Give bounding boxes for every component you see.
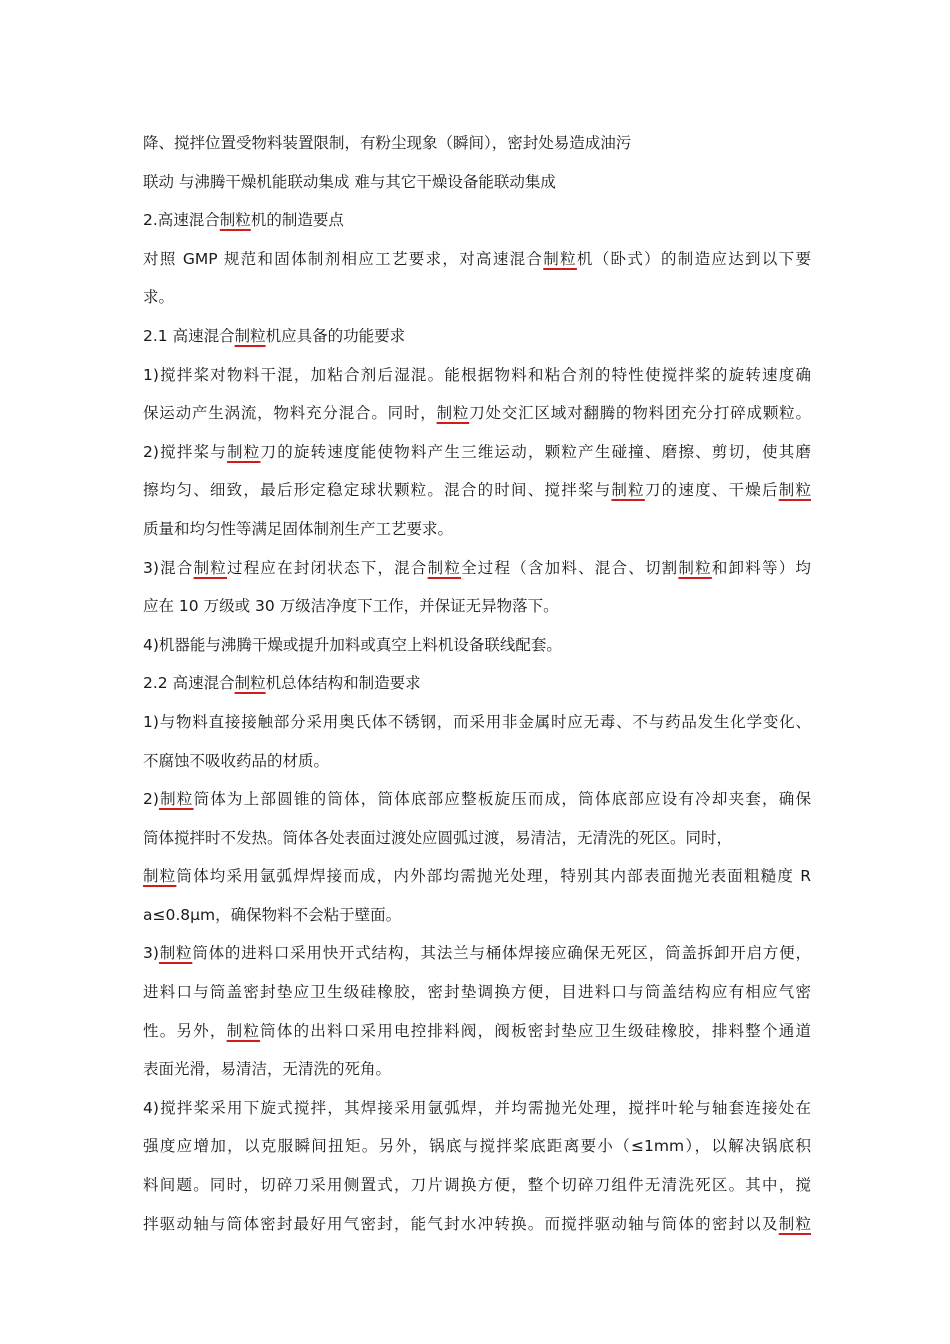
text-segment: 3) bbox=[143, 944, 159, 963]
text-line bbox=[143, 630, 811, 669]
spellcheck-flagged-word: 制粒 bbox=[227, 442, 261, 461]
text-line bbox=[143, 784, 811, 823]
text-segment: 和卸料等）均 bbox=[711, 558, 811, 577]
text-segment: 过程应在封闭状态下，混合 bbox=[227, 558, 428, 577]
spellcheck-flagged-word: 制粒 bbox=[158, 944, 193, 963]
text-segment: 2)搅拌桨与 bbox=[143, 442, 228, 461]
spellcheck-flagged-word: 制粒 bbox=[778, 1214, 811, 1233]
text-line bbox=[143, 861, 811, 900]
text-line bbox=[143, 128, 811, 167]
text-line bbox=[143, 553, 811, 592]
text-segment: 4)搅拌桨采用下旋式搅拌，其焊接采用氩弧焊，并均需抛光处理，搅拌叶轮与轴套连接处在 bbox=[143, 1098, 811, 1117]
text-segment: 3)混合 bbox=[143, 558, 194, 577]
text-segment: 机的制造要点 bbox=[250, 211, 344, 230]
spellcheck-flagged-word: 制粒 bbox=[158, 790, 194, 809]
text-segment: 1)搅拌桨对物料干混，加粘合剂后湿混。能根据物料和粘合剂的特性使搅拌桨的旋转速度确 bbox=[143, 365, 811, 384]
text-line bbox=[143, 514, 811, 553]
text-segment: 全过程（含加料、混合、切割 bbox=[461, 558, 679, 577]
text-segment: 强度应增加，以克服瞬间扭矩。另外，锅底与搅拌桨底距离要小（≤1mm），以解决锅底积 bbox=[143, 1137, 811, 1156]
text-segment: 进料口与筒盖密封垫应卫生级硅橡胶，密封垫调换方便，目进料口与筒盖结构应有相应气密 bbox=[143, 983, 811, 1002]
text-segment: 擦均匀、细致，最后形定稳定球状颗粒。混合的时间、搅拌桨与 bbox=[143, 481, 612, 500]
text-segment: 1)与物料直接接触部分采用奥氏体不锈钢，而采用非金属时应无毒、不与药品发生化学变化、 bbox=[143, 712, 811, 731]
text-line bbox=[143, 360, 811, 399]
spellcheck-flagged-word: 制粒 bbox=[143, 867, 177, 886]
spellcheck-flagged-word: 制粒 bbox=[234, 326, 266, 345]
text-segment: 联动 与沸腾干燥机能联动集成 难与其它干燥设备能联动集成 bbox=[143, 172, 556, 191]
text-segment: 筒体搅拌时不发热。筒体各处表面过渡处应圆弧过渡，易清洁，无清洗的死区。同时， bbox=[143, 828, 733, 847]
spellcheck-flagged-word: 制粒 bbox=[436, 404, 470, 423]
text-segment: 筒体均采用氩弧焊焊接而成，内外部均需抛光处理，特别其内部表面抛光表面粗糙度 R bbox=[176, 867, 811, 886]
spellcheck-flagged-word: 制粒 bbox=[678, 558, 712, 577]
text-line bbox=[143, 437, 811, 476]
text-segment: 料间题。同时，切碎刀采用侧置式，刀片调换方便，整个切碎刀组件无清洗死区。其中，搅 bbox=[143, 1176, 811, 1195]
text-line bbox=[143, 1016, 811, 1055]
spellcheck-flagged-word: 制粒 bbox=[234, 674, 266, 693]
text-segment: 刀的旋转速度能使物料产生三维运动，颗粒产生碰撞、磨擦、剪切，使其磨 bbox=[260, 442, 811, 461]
spellcheck-flagged-word: 制粒 bbox=[611, 481, 645, 500]
text-segment: 保运动产生涡流，物料充分混合。同时， bbox=[143, 404, 437, 423]
text-segment: 质量和均匀性等满足固体制剂生产工艺要求。 bbox=[143, 519, 454, 538]
text-segment: 降、搅拌位置受物料装置限制，有粉尘现象（瞬间），密封处易造成油污 bbox=[143, 134, 632, 152]
text-segment: 刀的速度、干燥后 bbox=[644, 481, 779, 500]
text-segment: 2.高速混合 bbox=[143, 211, 220, 230]
text-line bbox=[143, 900, 811, 939]
spellcheck-flagged-word: 制粒 bbox=[778, 481, 811, 500]
spellcheck-flagged-word: 制粒 bbox=[226, 1021, 261, 1040]
text-segment: 机总体结构和制造要求 bbox=[265, 674, 421, 693]
text-segment: 拌驱动轴与筒体密封最好用气密封，能气封水冲转换。而搅拌驱动轴与筒体的密封以及 bbox=[143, 1214, 779, 1233]
document-body bbox=[143, 128, 811, 1247]
text-segment: 2.2 高速混合 bbox=[143, 674, 235, 693]
text-line bbox=[143, 977, 811, 1016]
text-line bbox=[143, 321, 811, 360]
text-line bbox=[143, 205, 811, 244]
spellcheck-flagged-word: 制粒 bbox=[219, 211, 251, 230]
text-segment: 筒体的进料口采用快开式结构，其法兰与桶体焊接应确保无死区，筒盖拆卸开启方便， bbox=[192, 944, 811, 963]
text-line bbox=[143, 475, 811, 514]
text-line bbox=[143, 823, 811, 862]
text-line bbox=[143, 167, 811, 206]
text-line bbox=[143, 282, 811, 321]
text-segment: 表面光滑，易清洁，无清洗的死角。 bbox=[143, 1060, 392, 1079]
text-line bbox=[143, 1054, 811, 1093]
text-line bbox=[143, 668, 811, 707]
text-line bbox=[143, 244, 811, 283]
text-segment: 筒体为上部圆锥的筒体，筒体底部应整板旋压而成，筒体底部应设有冷却夹套，确保 bbox=[193, 790, 811, 809]
text-line bbox=[143, 1170, 811, 1209]
text-segment: 不腐蚀不吸收药品的材质。 bbox=[143, 751, 330, 770]
text-line bbox=[143, 1209, 811, 1248]
text-segment: 机（卧式）的制造应达到以下要 bbox=[576, 249, 811, 268]
text-segment: 2) bbox=[143, 790, 159, 809]
text-line bbox=[143, 398, 811, 437]
text-line bbox=[143, 746, 811, 785]
spellcheck-flagged-word: 制粒 bbox=[427, 558, 462, 577]
text-segment: 性。另外， bbox=[143, 1021, 227, 1040]
text-segment: 求。 bbox=[143, 288, 175, 307]
text-line bbox=[143, 1093, 811, 1132]
text-segment: 刀处交汇区域对翻腾的物料团充分打碎成颗粒。 bbox=[469, 404, 811, 423]
text-line bbox=[143, 938, 811, 977]
text-line bbox=[143, 707, 811, 746]
spellcheck-flagged-word: 制粒 bbox=[193, 558, 227, 577]
spellcheck-flagged-word: 制粒 bbox=[543, 249, 577, 268]
text-line bbox=[143, 1131, 811, 1170]
text-segment: a≤0.8μm，确保物料不会粘于壁面。 bbox=[143, 905, 402, 924]
text-segment: 筒体的出料口采用电控排料阀，阀板密封垫应卫生级硅橡胶，排料整个通道 bbox=[260, 1021, 811, 1040]
text-segment: 4)机器能与沸腾干燥或提升加料或真空上料机设备联线配套。 bbox=[143, 635, 562, 654]
text-line bbox=[143, 591, 811, 630]
text-segment: 应在 10 万级或 30 万级洁净度下工作，并保证无异物落下。 bbox=[143, 597, 559, 616]
text-segment: 对照 GMP 规范和固体制剂相应工艺要求，对高速混合 bbox=[143, 249, 544, 268]
text-segment: 2.1 高速混合 bbox=[143, 326, 235, 345]
text-segment: 机应具备的功能要求 bbox=[265, 326, 406, 345]
